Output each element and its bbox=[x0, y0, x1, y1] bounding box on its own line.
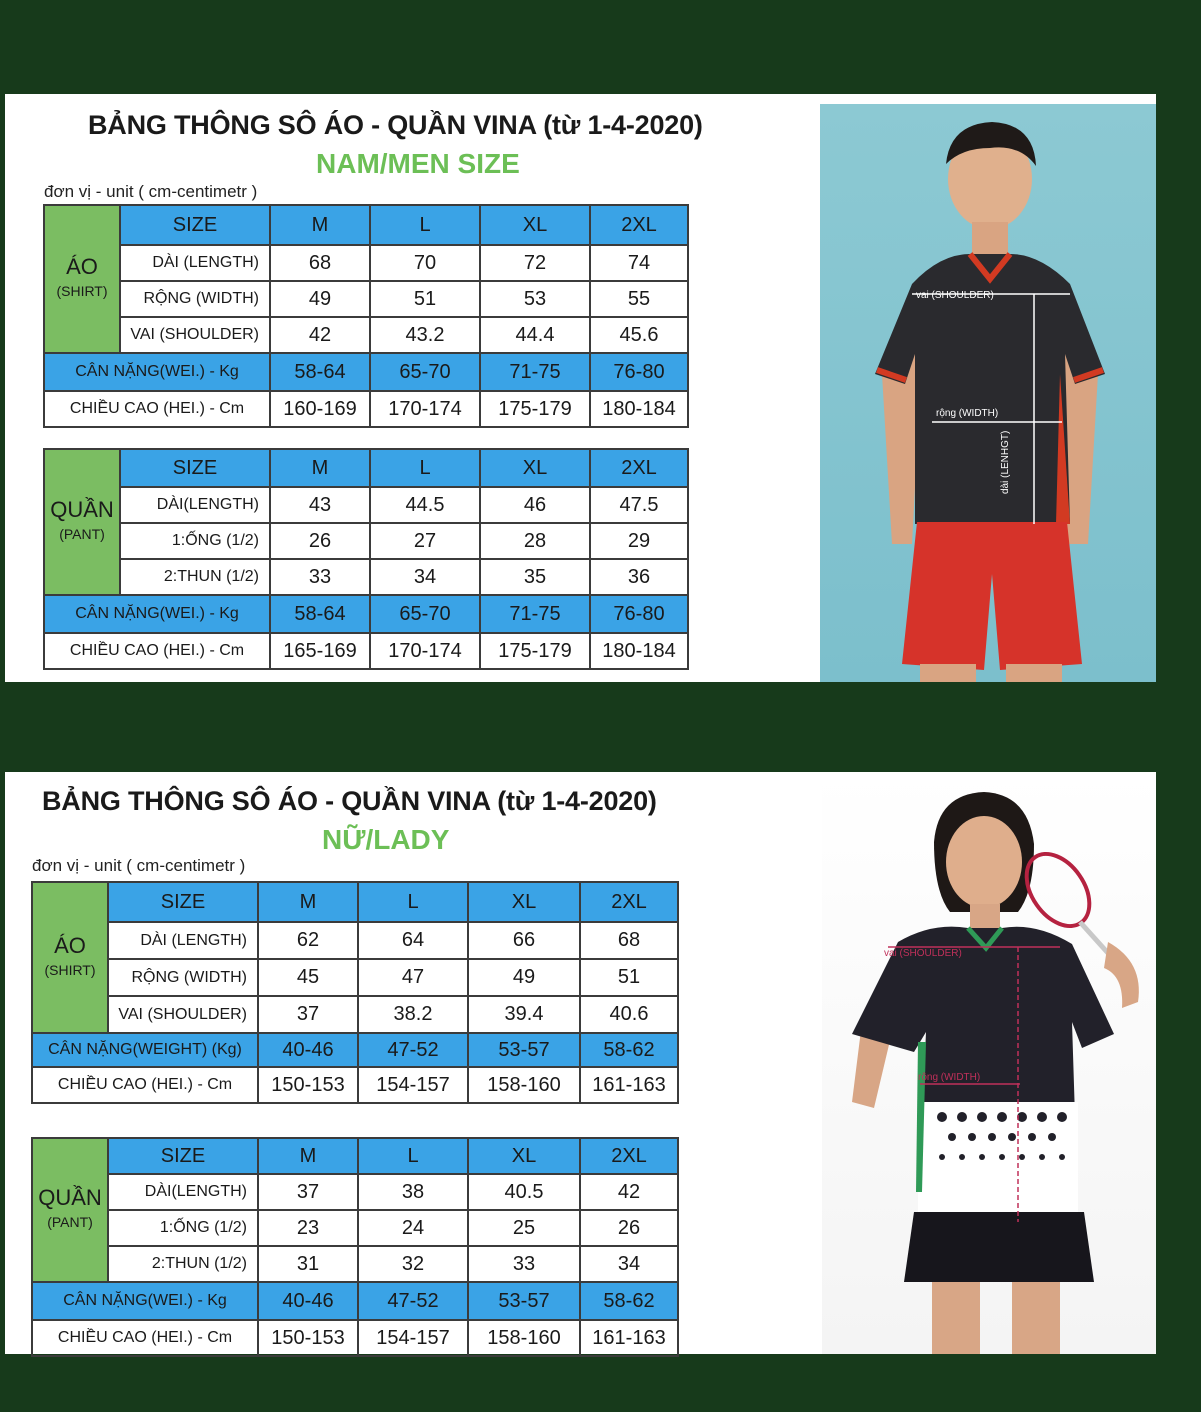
cell: 34 bbox=[370, 559, 480, 595]
cell: 58-64 bbox=[270, 353, 370, 391]
size-col-header: 2XL bbox=[580, 1138, 678, 1174]
row-label: VAI (SHOULDER) bbox=[108, 996, 258, 1033]
cell: 49 bbox=[270, 281, 370, 317]
cell: 180-184 bbox=[590, 633, 688, 669]
cell: 180-184 bbox=[590, 391, 688, 427]
men-title: BẢNG THÔNG SÔ ÁO - QUẦN VINA (từ 1-4-2020) bbox=[88, 110, 703, 140]
length-measure-label: dài (LENHGT) bbox=[1000, 430, 1011, 494]
size-header: SIZE bbox=[120, 449, 270, 487]
height-label: CHIỀU CAO (HEI.) - Cm bbox=[32, 1320, 258, 1356]
row-label: DÀI(LENGTH) bbox=[120, 487, 270, 523]
cell: 26 bbox=[270, 523, 370, 559]
cell: 39.4 bbox=[468, 996, 580, 1033]
cell: 64 bbox=[358, 922, 468, 959]
table-row bbox=[32, 1174, 678, 1210]
cell: 154-157 bbox=[358, 1320, 468, 1356]
men-pant-category: QUẦN (PANT) bbox=[44, 449, 120, 595]
table-row bbox=[44, 559, 688, 595]
weight-row bbox=[32, 1282, 678, 1320]
width-measure-label: rộng (WIDTH) bbox=[936, 408, 999, 419]
men-shirt-category: ÁO (SHIRT) bbox=[44, 205, 120, 353]
row-label: 1:ỐNG (1/2) bbox=[108, 1210, 258, 1246]
cell: 44.5 bbox=[370, 487, 480, 523]
cell: 150-153 bbox=[258, 1320, 358, 1356]
size-header: SIZE bbox=[108, 882, 258, 922]
lady-unit-note: đơn vị - unit ( cm-centimetr ) bbox=[32, 856, 246, 875]
cell: 40-46 bbox=[258, 1282, 358, 1320]
cell: 53 bbox=[480, 281, 590, 317]
cell: 71-75 bbox=[480, 353, 590, 391]
cell: 29 bbox=[590, 523, 688, 559]
cell: 175-179 bbox=[480, 391, 590, 427]
cell: 27 bbox=[370, 523, 480, 559]
width-measure-label: rộng (WIDTH) bbox=[918, 1072, 981, 1083]
lady-size-panel bbox=[5, 772, 1156, 1354]
size-col-header: M bbox=[270, 205, 370, 245]
cell: 71-75 bbox=[480, 595, 590, 633]
cell: 24 bbox=[358, 1210, 468, 1246]
cell: 47.5 bbox=[590, 487, 688, 523]
cell: 40-46 bbox=[258, 1033, 358, 1067]
weight-row bbox=[44, 595, 688, 633]
size-col-header: XL bbox=[480, 449, 590, 487]
cell: 76-80 bbox=[590, 353, 688, 391]
size-col-header: 2XL bbox=[590, 449, 688, 487]
cell: 23 bbox=[258, 1210, 358, 1246]
table-row bbox=[44, 523, 688, 559]
cell: 161-163 bbox=[580, 1067, 678, 1103]
cell: 66 bbox=[468, 922, 580, 959]
shoulder-measure-label: vai (SHOULDER) bbox=[884, 948, 962, 959]
size-col-header: 2XL bbox=[580, 882, 678, 922]
size-col-header: M bbox=[270, 449, 370, 487]
cell: 55 bbox=[590, 281, 688, 317]
table-row bbox=[32, 1210, 678, 1246]
cell: 160-169 bbox=[270, 391, 370, 427]
lady-title: BẢNG THÔNG SÔ ÁO - QUẦN VINA (từ 1-4-2020) bbox=[42, 786, 657, 816]
cell: 68 bbox=[270, 245, 370, 281]
lady-model-photo bbox=[822, 772, 1156, 1354]
cell: 35 bbox=[480, 559, 590, 595]
height-label: CHIỀU CAO (HEI.) - Cm bbox=[44, 391, 270, 427]
table-row bbox=[32, 996, 678, 1033]
row-label: DÀI (LENGTH) bbox=[120, 245, 270, 281]
cell: 40.6 bbox=[580, 996, 678, 1033]
cell: 26 bbox=[580, 1210, 678, 1246]
row-label: 2:THUN (1/2) bbox=[108, 1246, 258, 1282]
lady-subtitle: NỮ/LADY bbox=[322, 824, 450, 855]
cell: 46 bbox=[480, 487, 590, 523]
height-label: CHIỀU CAO (HEI.) - Cm bbox=[44, 633, 270, 669]
table-row bbox=[32, 1246, 678, 1282]
cell: 32 bbox=[358, 1246, 468, 1282]
height-label: CHIỀU CAO (HEI.) - Cm bbox=[32, 1067, 258, 1103]
height-row bbox=[44, 391, 688, 427]
cell: 51 bbox=[370, 281, 480, 317]
cell: 65-70 bbox=[370, 353, 480, 391]
cell: 38 bbox=[358, 1174, 468, 1210]
cell: 42 bbox=[270, 317, 370, 353]
weight-label: CÂN NẶNG(WEI.) - Kg bbox=[32, 1282, 258, 1320]
size-col-header: M bbox=[258, 882, 358, 922]
table-row bbox=[44, 487, 688, 523]
cell: 158-160 bbox=[468, 1320, 580, 1356]
cell: 37 bbox=[258, 1174, 358, 1210]
men-model-photo bbox=[820, 104, 1156, 682]
cell: 175-179 bbox=[480, 633, 590, 669]
cell: 36 bbox=[590, 559, 688, 595]
height-row bbox=[44, 633, 688, 669]
row-label: 1:ỐNG (1/2) bbox=[120, 523, 270, 559]
height-row bbox=[32, 1067, 678, 1103]
table-row bbox=[44, 281, 688, 317]
cell: 58-64 bbox=[270, 595, 370, 633]
cell: 42 bbox=[580, 1174, 678, 1210]
cell: 161-163 bbox=[580, 1320, 678, 1356]
cell: 38.2 bbox=[358, 996, 468, 1033]
table-row bbox=[32, 922, 678, 959]
cell: 72 bbox=[480, 245, 590, 281]
cell: 47-52 bbox=[358, 1033, 468, 1067]
men-model-figure bbox=[820, 104, 1156, 682]
cell: 53-57 bbox=[468, 1282, 580, 1320]
cell: 49 bbox=[468, 959, 580, 996]
weight-label: CÂN NẶNG(WEI.) - Kg bbox=[44, 353, 270, 391]
size-col-header: L bbox=[370, 205, 480, 245]
cell: 37 bbox=[258, 996, 358, 1033]
cell: 74 bbox=[590, 245, 688, 281]
cell: 43 bbox=[270, 487, 370, 523]
lady-shirt-category: ÁO (SHIRT) bbox=[32, 882, 108, 1033]
cell: 40.5 bbox=[468, 1174, 580, 1210]
size-col-header: XL bbox=[468, 882, 580, 922]
row-label: RỘNG (WIDTH) bbox=[108, 959, 258, 996]
size-header: SIZE bbox=[120, 205, 270, 245]
row-label: VAI (SHOULDER) bbox=[120, 317, 270, 353]
cell: 70 bbox=[370, 245, 480, 281]
lady-pant-table bbox=[31, 1137, 679, 1357]
cell: 34 bbox=[580, 1246, 678, 1282]
cell: 158-160 bbox=[468, 1067, 580, 1103]
lady-pant-category: QUẦN (PANT) bbox=[32, 1138, 108, 1282]
size-col-header: 2XL bbox=[590, 205, 688, 245]
cell: 58-62 bbox=[580, 1282, 678, 1320]
cell: 43.2 bbox=[370, 317, 480, 353]
cell: 68 bbox=[580, 922, 678, 959]
weight-row bbox=[44, 353, 688, 391]
height-row bbox=[32, 1320, 678, 1356]
cell: 65-70 bbox=[370, 595, 480, 633]
weight-label: CÂN NẶNG(WEI.) - Kg bbox=[44, 595, 270, 633]
size-col-header: M bbox=[258, 1138, 358, 1174]
row-label: DÀI (LENGTH) bbox=[108, 922, 258, 959]
cell: 28 bbox=[480, 523, 590, 559]
size-col-header: L bbox=[370, 449, 480, 487]
cell: 33 bbox=[468, 1246, 580, 1282]
size-col-header: L bbox=[358, 882, 468, 922]
table-row bbox=[44, 245, 688, 281]
weight-label: CÂN NẶNG(WEIGHT) (Kg) bbox=[32, 1033, 258, 1067]
row-label: 2:THUN (1/2) bbox=[120, 559, 270, 595]
lady-shirt-table bbox=[31, 881, 679, 1104]
cell: 47-52 bbox=[358, 1282, 468, 1320]
cell: 150-153 bbox=[258, 1067, 358, 1103]
row-label: DÀI(LENGTH) bbox=[108, 1174, 258, 1210]
cell: 44.4 bbox=[480, 317, 590, 353]
shoulder-measure-label: vai (SHOULDER) bbox=[916, 290, 994, 301]
cell: 62 bbox=[258, 922, 358, 959]
weight-row bbox=[32, 1033, 678, 1067]
cell: 76-80 bbox=[590, 595, 688, 633]
cell: 45 bbox=[258, 959, 358, 996]
size-col-header: L bbox=[358, 1138, 468, 1174]
size-header: SIZE bbox=[108, 1138, 258, 1174]
size-col-header: XL bbox=[468, 1138, 580, 1174]
table-row bbox=[44, 317, 688, 353]
men-subtitle: NAM/MEN SIZE bbox=[316, 148, 520, 179]
cell: 154-157 bbox=[358, 1067, 468, 1103]
cell: 51 bbox=[580, 959, 678, 996]
men-pant-table bbox=[43, 448, 689, 670]
cell: 47 bbox=[358, 959, 468, 996]
lady-model-figure bbox=[822, 772, 1156, 1354]
cell: 170-174 bbox=[370, 391, 480, 427]
table-row bbox=[32, 959, 678, 996]
cell: 165-169 bbox=[270, 633, 370, 669]
men-size-panel bbox=[5, 94, 1156, 682]
size-col-header: XL bbox=[480, 205, 590, 245]
men-unit-note: đơn vị - unit ( cm-centimetr ) bbox=[44, 182, 258, 201]
cell: 45.6 bbox=[590, 317, 688, 353]
cell: 31 bbox=[258, 1246, 358, 1282]
cell: 53-57 bbox=[468, 1033, 580, 1067]
cell: 25 bbox=[468, 1210, 580, 1246]
cell: 33 bbox=[270, 559, 370, 595]
cell: 170-174 bbox=[370, 633, 480, 669]
row-label: RỘNG (WIDTH) bbox=[120, 281, 270, 317]
cell: 58-62 bbox=[580, 1033, 678, 1067]
men-shirt-table bbox=[43, 204, 689, 428]
